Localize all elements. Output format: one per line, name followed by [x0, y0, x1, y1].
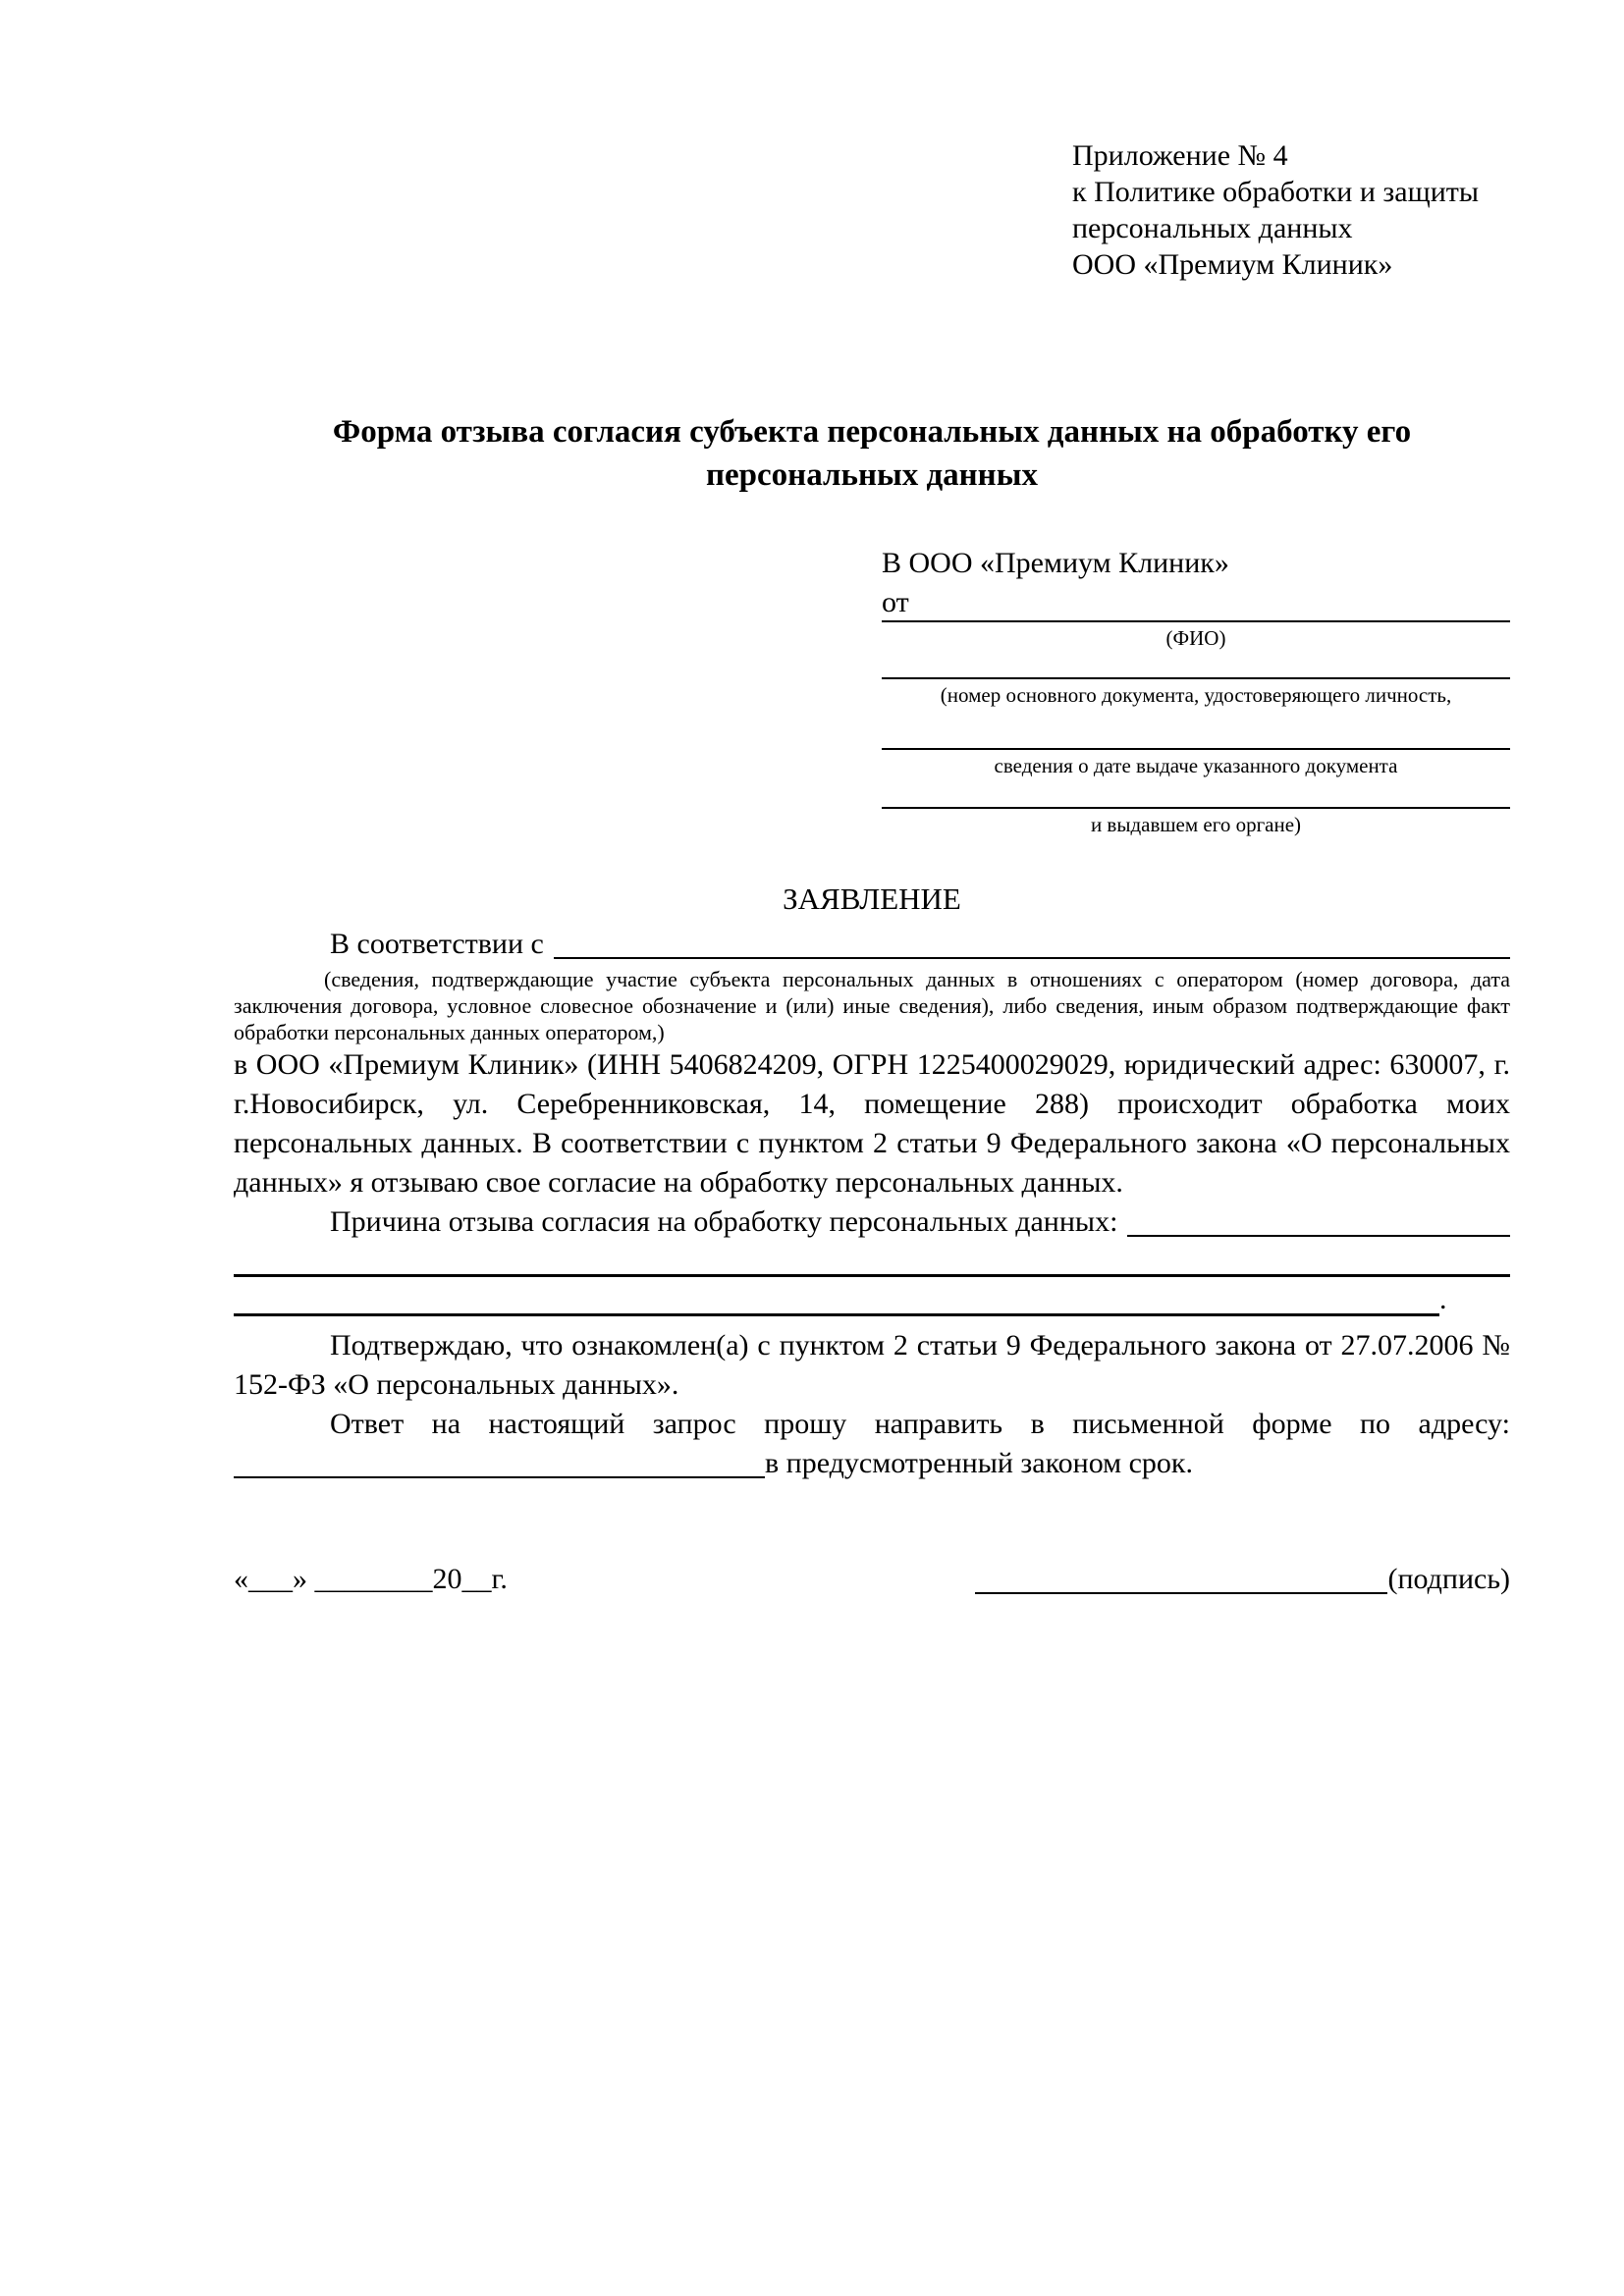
reason-blank-line-1: [1127, 1202, 1510, 1237]
reply-address-line: [234, 1444, 1510, 1483]
statement-heading: ЗАЯВЛЕНИЕ: [783, 881, 961, 916]
reply-tail-label: в предусмотренный законом срок.: [765, 1447, 1193, 1479]
appendix-line: ООО «Премиум Клиник»: [1072, 248, 1393, 281]
reason-terminator: .: [1439, 1283, 1447, 1315]
reason-blank-line-3-row: [234, 1277, 1510, 1316]
statement-intro-blank-line: [554, 925, 1510, 959]
reply-address-blank-line: [234, 1444, 765, 1478]
appendix-line: Приложение № 4: [1072, 139, 1288, 172]
reason-blank-line-2: [234, 1242, 1510, 1277]
document-issue-date-blank-line: [882, 709, 1510, 750]
appendix-header: [1072, 137, 1510, 283]
reason-line: [234, 1202, 1510, 1242]
document-number-caption: (номер основного документа, удостоверяющего личность,: [940, 683, 1452, 707]
fio-caption: (ФИО): [1165, 626, 1226, 650]
confirmation-paragraph: Подтверждаю, что ознакомлен(а) с пунктом 2 статьи 9 Федерального закона от 27.07.2006 № 152-ФЗ «О персональных данных».: [234, 1329, 1510, 1401]
addressee-to: В ООО «Премиум Клиник»: [882, 547, 1229, 579]
addressee-block: [882, 542, 1510, 838]
reason-blank-line-3: [234, 1277, 1439, 1316]
appendix-line: к Политике обработки и защиты: [1072, 176, 1480, 208]
appendix-line: персональных данных: [1072, 212, 1353, 244]
statement-intro-label: В соответствии с: [330, 928, 544, 960]
statement-intro-footnote: (сведения, подтверждающие участие субъекта персональных данных в отношениях с оператором (номер договора, дата заключения договора, условное словесное обозначение и (или) иные сведения), либо сведения, иным образом подтверждающие факт обработки персональных данных оператором,): [234, 967, 1510, 1044]
document-issue-date-caption: сведения о дате выдаче указанного документа: [994, 754, 1398, 777]
addressee-from-label: от: [882, 586, 909, 618]
reply-request-line: Ответ на настоящий запрос прошу направить в письменной форме по адресу:: [330, 1408, 1510, 1440]
document-issuer-caption: и выдавшем его органе): [1090, 813, 1302, 836]
signature-blank-line: [975, 1560, 1387, 1594]
reason-label: Причина отзыва согласия на обработку персональных данных:: [330, 1205, 1118, 1238]
date-placeholder: «___» ________20__г.: [234, 1563, 508, 1595]
page-content: [234, 137, 1510, 1599]
signature-caption: (подпись): [1387, 1563, 1510, 1595]
signature-row: [234, 1560, 1510, 1599]
statement-body: в ООО «Премиум Клиник» (ИНН 5406824209, ОГРН 1225400029029, юридический адрес: 630007, г. г.Новосибирск, ул. Серебренниковская, 14, помещение 288) происходит обработка моих персональных данных. В соответствии с пунктом 2 статьи 9 Федерального закона «О персональных данных» я отзываю свое согласие на обработку персональных данных.: [234, 1048, 1510, 1199]
document-issuer-blank-line: [882, 779, 1510, 809]
document-title: Форма отзыва согласия субъекта персональных данных на обработку его персональных данных: [332, 414, 1412, 493]
document-number-blank-line: [882, 652, 1510, 679]
statement-intro-line: [234, 925, 1510, 964]
signature-area: [975, 1560, 1510, 1599]
